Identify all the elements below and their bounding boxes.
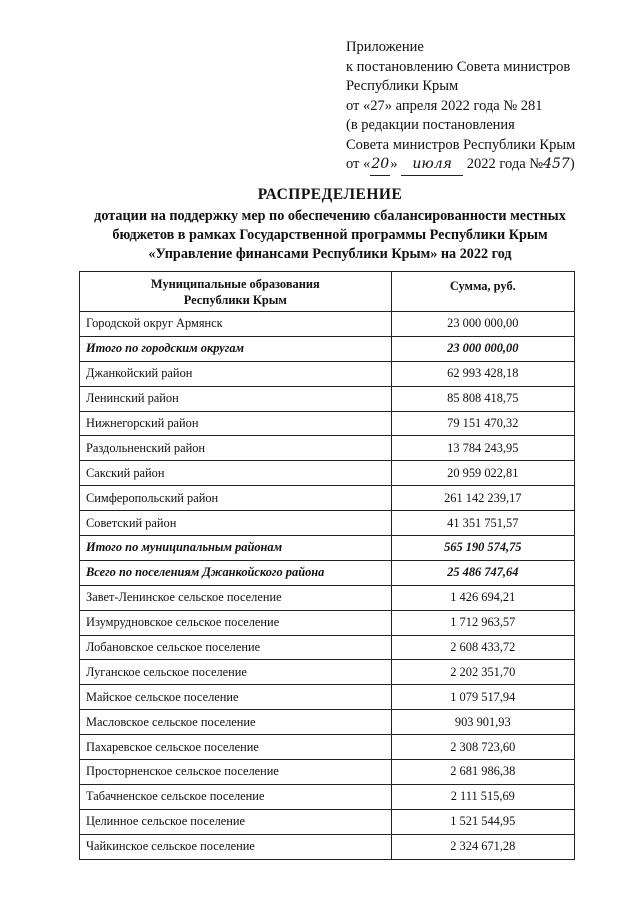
row-name: Целинное сельское поселение	[80, 809, 392, 834]
row-sum: 13 784 243,95	[391, 436, 574, 461]
row-name: Симферопольский район	[80, 486, 392, 511]
table-row	[80, 386, 575, 411]
row-name: Чайкинское сельское поселение	[80, 834, 392, 859]
row-sum: 2 324 671,28	[391, 834, 574, 859]
annex-line: к постановлению Совета министров	[346, 58, 571, 75]
row-sum: 41 351 751,57	[391, 511, 574, 536]
annex-line: Совета министров Республики Крым	[346, 136, 576, 153]
row-name: Лобановское сельское поселение	[80, 635, 392, 660]
row-name: Просторненское сельское поселение	[80, 760, 392, 785]
row-sum: 2 308 723,60	[391, 735, 574, 760]
table-row	[80, 660, 575, 685]
row-name: Масловское сельское поселение	[80, 710, 392, 735]
annex-line: (в редакции постановления	[346, 117, 515, 133]
table-row	[80, 361, 575, 386]
row-sum: 20 959 022,81	[391, 461, 574, 486]
table-total-row	[80, 336, 575, 361]
table-total-row	[80, 560, 575, 585]
row-name: Раздольненский район	[80, 436, 392, 461]
row-name: Сакский район	[80, 461, 392, 486]
row-sum: 85 808 418,75	[391, 386, 574, 411]
table-row	[80, 312, 575, 337]
row-sum: 1 521 544,95	[391, 809, 574, 834]
row-sum: 23 000 000,00	[391, 336, 574, 361]
row-name: Советский район	[80, 511, 392, 536]
row-sum: 1 426 694,21	[391, 585, 574, 610]
table-row	[80, 735, 575, 760]
table-row	[80, 809, 575, 834]
annex-line: Приложение	[346, 39, 424, 55]
row-name: Ленинский район	[80, 386, 392, 411]
row-sum: 903 901,93	[391, 710, 574, 735]
row-name: Итого по муниципальным районам	[80, 536, 392, 561]
row-name: Майское сельское поселение	[80, 685, 392, 710]
table-header-row	[80, 272, 575, 312]
row-name: Всего по поселениям Джанкойского района	[80, 560, 392, 585]
title-sub-line: дотации на поддержку мер по обеспечению сбалансированности местных	[94, 208, 566, 224]
annex-date-line: от «20» июля 2022 года №457)	[346, 155, 575, 176]
table-row	[80, 585, 575, 610]
table-total-row	[80, 536, 575, 561]
row-sum: 2 608 433,72	[391, 635, 574, 660]
row-name: Городской округ Армянск	[80, 312, 392, 337]
handwritten-number: 457	[543, 156, 570, 172]
title-sub-line: «Управление финансами Республики Крым» на 2022 год	[148, 246, 512, 262]
row-name: Завет-Ленинское сельское поселение	[80, 585, 392, 610]
row-name: Итого по городским округам	[80, 336, 392, 361]
document-title	[60, 186, 600, 264]
table-row	[80, 511, 575, 536]
row-name: Изумрудновское сельское поселение	[80, 610, 392, 635]
row-sum: 261 142 239,17	[391, 486, 574, 511]
row-sum: 25 486 747,64	[391, 560, 574, 585]
title-main: РАСПРЕДЕЛЕНИЕ	[257, 186, 403, 203]
annex-line: от «27» апреля 2022 года № 281	[346, 97, 543, 114]
table-row	[80, 760, 575, 785]
table-row	[80, 834, 575, 859]
row-name: Пахаревское сельское поселение	[80, 735, 392, 760]
row-sum: 62 993 428,18	[391, 361, 574, 386]
annex-block	[346, 38, 575, 176]
table-row	[80, 461, 575, 486]
annex-line: Республики Крым	[346, 78, 459, 94]
table-body	[80, 312, 575, 860]
table-row	[80, 685, 575, 710]
row-name: Луганское сельское поселение	[80, 660, 392, 685]
row-sum: 2 202 351,70	[391, 660, 574, 685]
handwritten-month: июля	[401, 155, 463, 176]
table-row	[80, 610, 575, 635]
handwritten-day: 20	[370, 155, 390, 176]
title-sub-line: бюджетов в рамках Государственной программы Республики Крым	[112, 227, 548, 243]
table-row	[80, 635, 575, 660]
row-sum: 565 190 574,75	[391, 536, 574, 561]
table-row	[80, 436, 575, 461]
table-row	[80, 784, 575, 809]
row-name: Джанкойский район	[80, 361, 392, 386]
row-sum: 1 079 517,94	[391, 685, 574, 710]
table-row	[80, 486, 575, 511]
row-sum: 2 681 986,38	[391, 760, 574, 785]
row-sum: 1 712 963,57	[391, 610, 574, 635]
table-row	[80, 411, 575, 436]
row-sum: 23 000 000,00	[391, 312, 574, 337]
row-sum: 79 151 470,32	[391, 411, 574, 436]
row-name: Нижнегорский район	[80, 411, 392, 436]
header-sum: Сумма, руб.	[391, 272, 574, 312]
row-name: Табачненское сельское поселение	[80, 784, 392, 809]
row-sum: 2 111 515,69	[391, 784, 574, 809]
distribution-table	[79, 271, 575, 860]
header-name: Муниципальные образования Республики Крым	[80, 272, 392, 312]
table-row	[80, 710, 575, 735]
